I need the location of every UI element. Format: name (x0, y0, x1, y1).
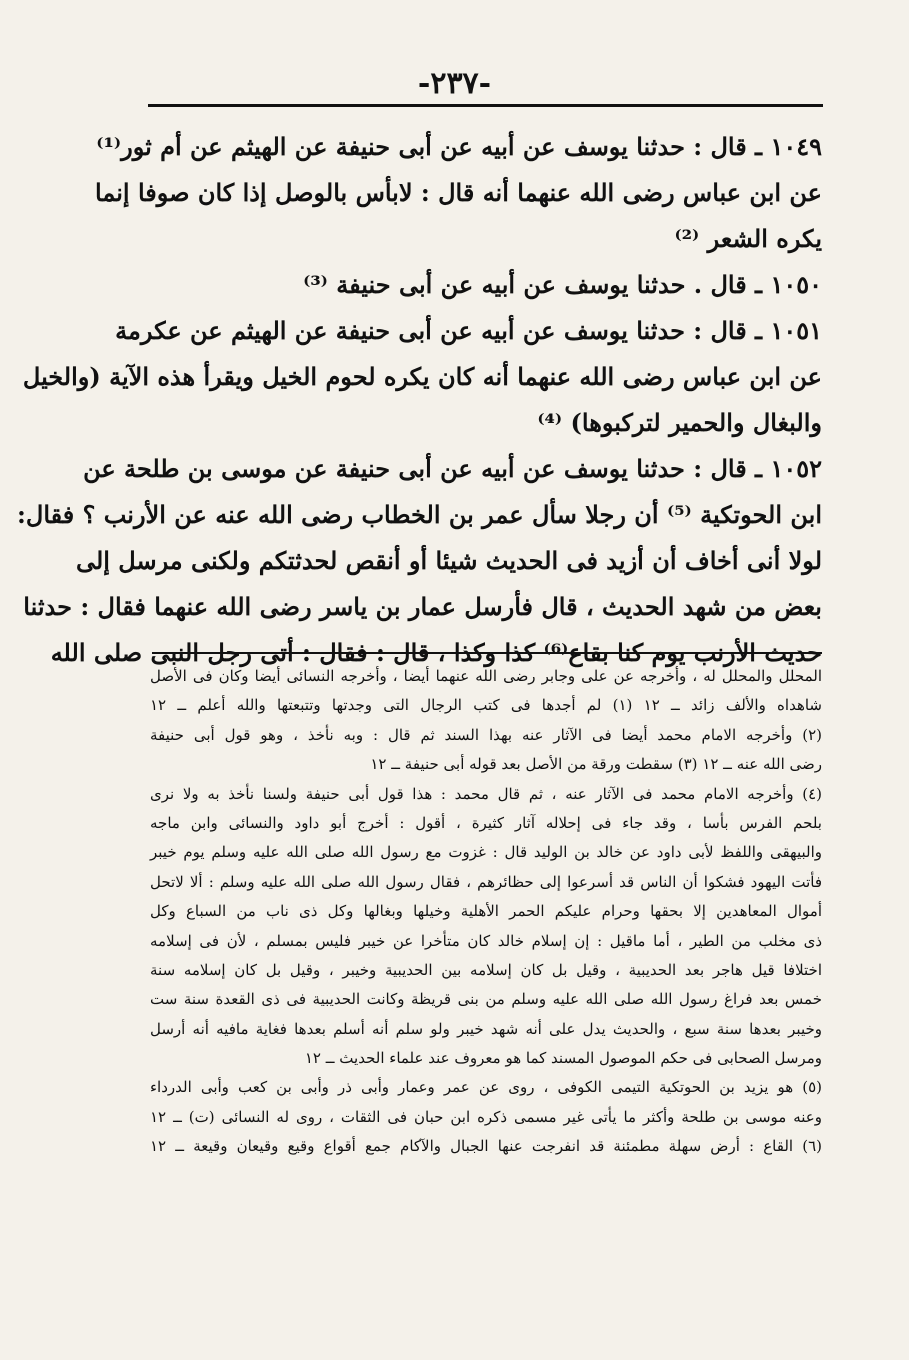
main-line: عن ابن عباس رضى الله عنهما أنه قال : لابأس بالوصل إذا كان صوفا إنما (95, 178, 822, 207)
footnote-line: بلحم الفرس بأسا ، وقد جاء فى إحلاله آثار كثيرة ، أقول : أخرج أبو داود والنسائى وابن ماجه (150, 813, 822, 832)
main-line: ١٠٥٠ ـ قال . حدثنا يوسف عن أبيه عن أبى حنيفة ⁽³⁾ (303, 270, 822, 299)
header-rule (148, 104, 823, 107)
footnote-line: وخيبر بعدها سنة سبع ، والحديث يدل على أنه شهد خيبر ولو سلم أنه أسلم بعدها فغاية مافيه أنه أرسل (150, 1019, 822, 1038)
main-line: ابن الحوتكية ⁽⁵⁾ أن رجلا سأل عمر بن الخطاب رضى الله عنه عن الأرنب ؟ فقال: (17, 500, 822, 529)
footnote-line: (٤) وأخرجه الامام محمد فى الآثار عنه ، ثم قال محمد : هذا قول أبى حنيفة ولسنا نأخذ به ولا نرى (150, 784, 822, 803)
main-line: حديث الأرنب يوم كنا بقاع⁽⁶⁾ كذا وكذا ، قال : فقال : أتى رجل النبى صلى الله (50, 638, 822, 667)
main-line: ١٠٥٢ ـ قال : حدثنا يوسف عن أبيه عن أبى حنيفة عن موسى بن طلحة عن (83, 454, 822, 483)
footnote-line: أموال المعاهدين إلا بحقها وحرام عليكم الحمر الأهلية وخيلها وبغالها وكل ذى ناب من السباع وكل (150, 902, 822, 921)
footnote-line: ذى مخلب من الطير ، أما ماقيل : إن إسلام خالد كان متأخرا عن خيبر فليس بمسلم ، لأن فى إسلامه (150, 931, 822, 950)
main-line: ١٠٥١ ـ قال : حدثنا يوسف عن أبيه عن أبى حنيفة عن الهيثم عن عكرمة (115, 316, 822, 345)
main-line: والبغال والحمير لتركبوها) ⁽⁴⁾ (537, 408, 822, 437)
main-line: لولا أنى أخاف أن أزيد فى الحديث شيئا أو أنقص لحدثتكم ولكنى مرسل إلى (75, 546, 822, 575)
footnote-line: وعنه موسى بن طلحة وأكثر ما يأتى غير مسمى ذكره ابن حبان فى الثقات ، روى له النسائى (ت) ــ ١٢ (150, 1107, 822, 1126)
footnote-rule (152, 652, 822, 654)
page-number: -٢٣٧- (417, 66, 492, 101)
main-text (17, 124, 822, 676)
footnote-line: (٥) هو يزيد بن الحوتكية التيمى الكوفى ، روى عن عمر وعمار وأبى ذر وأبى بن كعب وأبى الدرداء (150, 1078, 822, 1097)
main-line: عن ابن عباس رضى الله عنهما أنه كان يكره لحوم الخيل ويقرأ هذه الآية (والخيل (22, 362, 822, 391)
footnote-line: اختلافا قيل هاجر بعد الحديبية ، وقيل بل كان إسلامه بين الحديبية وخيبر ، وقيل بل كان إسلامه سنة (150, 960, 822, 979)
main-line: بعض من شهد الحديث ، قال فأرسل عمار بن ياسر رضى الله عنهما فقال : حدثنا (23, 592, 822, 621)
footnote-line: والبيهقى واللفظ لأبى داود عن خالد بن الوليد قال : غزوت مع رسول الله صلى الله عليه وسلم يوم خيبر (150, 843, 822, 862)
footnotes (150, 662, 822, 1162)
main-line: يكره الشعر ⁽²⁾ (674, 224, 822, 253)
footnote-line: (٢) وأخرجه الامام محمد أيضا فى الآثار عنه بهذا السند ثم قال : وبه نأخذ ، وهو قول أبى حنيفة (150, 725, 822, 744)
footnote-line: (٦) القاع : أرض سهلة مطمئنة قد انفرجت عنها الجبال والآكام جمع أقواع وقيع وقيعان وقيعة ــ ١٢ (150, 1137, 822, 1156)
main-line: ١٠٤٩ ـ قال : حدثنا يوسف عن أبيه عن أبى حنيفة عن الهيثم عن أم ثور⁽¹⁾ (96, 132, 822, 161)
footnote-line: ومرسل الصحابى فى حكم الموصول المسند كما هو معروف عند علماء الحديث ــ ١٢ (304, 1049, 822, 1068)
footnote-line: خمس بعد فراغ رسول الله صلى الله عليه وسلم من بنى قريظة وكانت الحديبية فى ذى القعدة سنة ست (150, 990, 822, 1009)
footnote-line: رضى الله عنه ــ ١٢ (٣) سقطت ورقة من الأصل بعد قوله أبى حنيفة ــ ١٢ (370, 755, 822, 774)
footnote-line: المحلل والمحلل له ، وأخرجه عن على وجابر رضى الله عنهما أيضا ، وأخرجه النسائى أيضا وكان فى الأصل (150, 667, 822, 685)
footnote-line: فأتت اليهود فشكوا أن الناس قد أسرعوا إلى حظائرهم ، فقال رسول الله صلى الله عليه وسلم : ألا لاتحل (150, 872, 822, 891)
footnote-line: شاهداه والألف زائد ــ ١٢ (١) لم أجدها فى كتب الرجال التى وجدتها وتتبعتها والله أعلم ــ ١٢ (150, 696, 823, 715)
